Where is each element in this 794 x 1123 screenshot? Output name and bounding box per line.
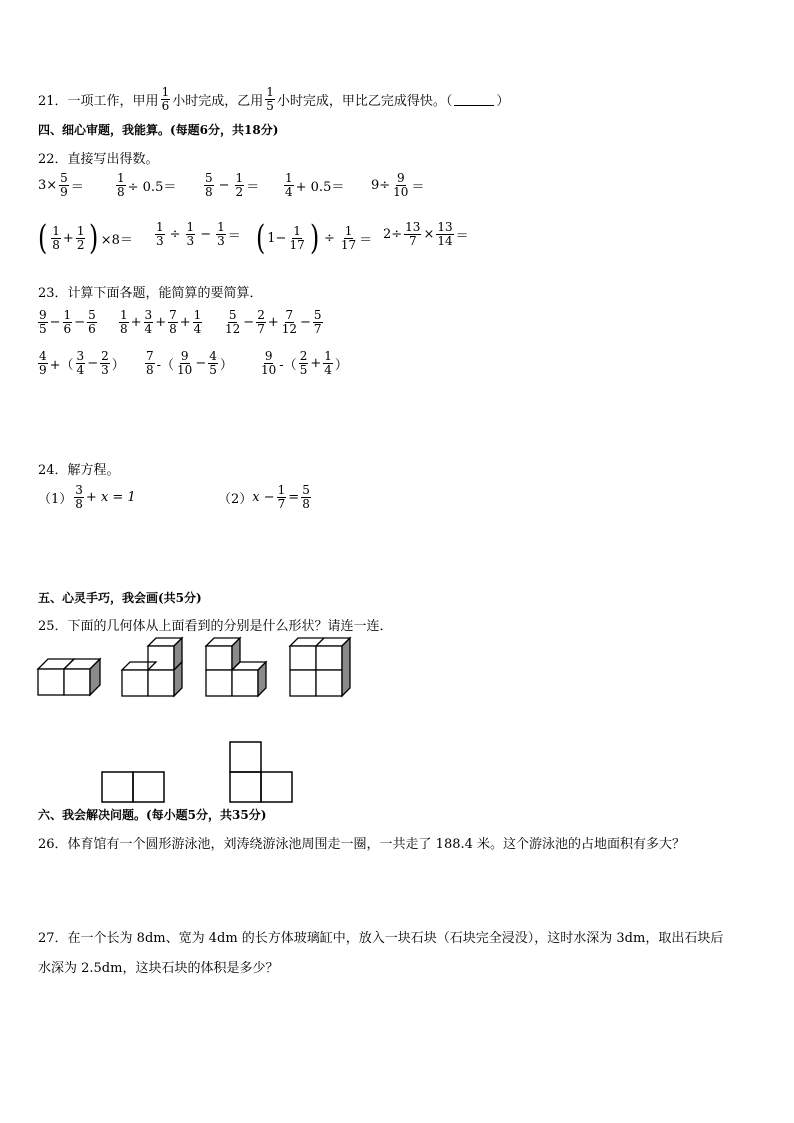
q22-expr-4: $\frac{1}{4}$ + 0.5＝ [285, 171, 345, 199]
q22-expr-2: $\frac{1}{8}$ ÷ 0.5＝ [117, 171, 177, 199]
q22-expr-1: 3× $\frac{5}{9}$ ＝ [38, 171, 84, 199]
q25-solid-3 [206, 636, 270, 698]
q25-top-view-1 [101, 771, 167, 805]
q22-expr-8: ( 1− $\frac{1}{17}$ ) ÷ $\frac{1}{17}$ ＝ [255, 218, 373, 258]
q25-top-view-2 [229, 741, 295, 805]
q23-title: 23．计算下面各题，能简算的要简算． [38, 286, 263, 301]
q23-expr-5: $\frac{7}{8}$ -（ $\frac{9}{10}$ − $\frac{4}{5}$ ） [146, 349, 233, 377]
q21-number: 21． [38, 93, 68, 109]
question-27-line-2: 水深为 2.5dm，这块石块的体积是多少？ [38, 961, 279, 976]
q21-fraction-2: $\frac{1}{5}$ [266, 85, 274, 113]
q21-text-4: ） [496, 93, 510, 109]
q23-expr-6: $\frac{9}{10}$ -（ $\frac{2}{5}$ + $\frac{1}{4}$ ） [261, 349, 348, 377]
q25-solid-2 [122, 636, 186, 698]
question-26: 26．体育馆有一个圆形游泳池，刘涛绕游泳池周围走一圈，一共走了 188.4 米。这个游泳池的占地面积有多大？ [38, 837, 686, 852]
q23-expr-1: $\frac{9}{5}$ − $\frac{1}{6}$ − $\frac{5}{6}$ [39, 308, 96, 336]
q25-solid-4 [290, 636, 354, 698]
q22-expr-5: 9÷ $\frac{9}{10}$ ＝ [371, 171, 425, 199]
section-5-heading: 五、心灵手巧，我会画(共5分) [38, 591, 202, 605]
q21-answer-blank[interactable] [454, 93, 494, 106]
q22-title: 22．直接写出得数。 [38, 152, 159, 167]
q21-text-3: 小时完成，甲比乙完成得快。（ [276, 93, 453, 109]
q22-expr-6: ( $\frac{1}{8}$ + $\frac{1}{2}$ ) ×8＝ [37, 218, 133, 258]
q22-expr-7: $\frac{1}{3}$ ÷ $\frac{1}{3}$ − $\frac{1}{3}$ ＝ [156, 220, 241, 248]
question-27-line-1: 27．在一个长为 8dm、宽为 4dm 的长方体玻璃缸中，放入一块石块（石块完全浸没），这时水深为 3dm，取出石块后 [38, 931, 724, 946]
q23-expr-3: $\frac{5}{12}$ − $\frac{2}{7}$ + $\frac{7}{12}$ − $\frac{5}{7}$ [225, 308, 322, 336]
q21-text-1: 一项工作，甲用 [67, 93, 159, 109]
q21-fraction-1: $\frac{1}{6}$ [161, 85, 170, 113]
section-6-heading: 六、我会解决问题。(每小题5分，共35分) [38, 808, 267, 822]
q24-equation-1: （1） $\frac{3}{8}$ + x = 1 [38, 483, 136, 511]
q25-title: 25．下面的几何体从上面看到的分别是什么形状？请连一连． [38, 619, 393, 634]
q21-text-2: 小时完成，乙用 [172, 93, 264, 109]
q23-expr-4: $\frac{4}{9}$ +（ $\frac{3}{4}$ − $\frac{2}{3}$ ） [39, 349, 125, 377]
q24-title: 24．解方程。 [38, 463, 120, 478]
q24-equation-2: （2） x − $\frac{1}{7}$ = $\frac{5}{8}$ [218, 483, 310, 511]
question-21 [38, 86, 509, 112]
q25-solid-1 [38, 655, 102, 697]
q23-expr-2: $\frac{1}{8}$ + $\frac{3}{4}$ + $\frac{7}{8}$ + $\frac{1}{4}$ [120, 308, 202, 336]
section-4-heading: 四、细心审题，我能算。(每题6分，共18分) [38, 123, 279, 137]
q22-expr-3: $\frac{5}{8}$ − $\frac{1}{2}$ ＝ [205, 171, 260, 199]
q22-expr-9: 2÷ $\frac{13}{7}$ × $\frac{13}{14}$ ＝ [383, 220, 469, 248]
